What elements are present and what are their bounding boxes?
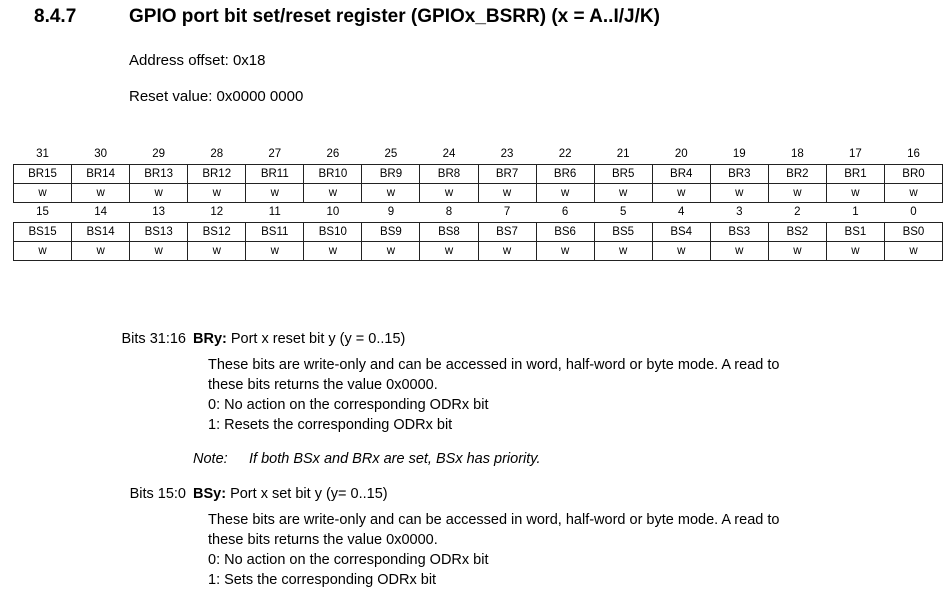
- lower-bit-numbers-cell: 9: [387, 206, 395, 218]
- section-heading: [34, 6, 660, 28]
- upper-bit-numbers-cell: 27: [268, 147, 282, 160]
- lower-field-names-cell: BS15: [14, 222, 72, 241]
- field-bs-summary: Port x set bit y (y= 0..15): [226, 486, 388, 502]
- lower-field-names-cell: BS2: [768, 222, 826, 241]
- lower-bit-numbers-cell: 13: [152, 206, 166, 218]
- section-number: 8.4.7: [34, 6, 77, 27]
- lower-field-names-cell: BS1: [826, 222, 884, 241]
- upper-access-cell: w: [188, 183, 246, 202]
- upper-field-names-cell: BR3: [710, 164, 768, 183]
- upper-bit-numbers-row: [14, 144, 943, 164]
- lower-access-cell: w: [188, 241, 246, 260]
- upper-field-names-cell: BR5: [594, 164, 652, 183]
- lower-bit-numbers-row: [14, 202, 943, 222]
- field-bs-name: BSy:: [193, 486, 227, 502]
- note-text: If both BSx and BRx are set, BSx has priority.: [249, 451, 541, 467]
- upper-field-names-cell: BR0: [884, 164, 942, 183]
- upper-access-cell: w: [130, 183, 188, 202]
- upper-access-cell: w: [884, 183, 942, 202]
- lower-bit-numbers-cell: 15: [36, 206, 49, 218]
- lower-field-names-cell: BS9: [362, 222, 420, 241]
- upper-field-names-row: [14, 164, 943, 183]
- upper-access-cell: w: [710, 183, 768, 202]
- upper-bit-numbers-cell: 29: [152, 147, 166, 160]
- lower-bit-numbers-cell: 7: [503, 206, 511, 218]
- upper-access-cell: w: [72, 183, 130, 202]
- upper-bit-numbers-cell: 18: [790, 147, 804, 160]
- lower-bit-numbers-cell: 10: [326, 206, 340, 218]
- upper-bit-numbers-cell: 22: [558, 147, 572, 160]
- field-bs-description: [208, 510, 779, 590]
- upper-field-names-cell: BR1: [826, 164, 884, 183]
- upper-bit-numbers-cell: 30: [94, 147, 107, 160]
- field-br-desc-line2: these bits returns the value 0x0000.: [208, 377, 438, 393]
- lower-bit-numbers-cell: 3: [736, 206, 743, 218]
- lower-field-names-cell: BS13: [130, 222, 188, 241]
- field-br-value-0: 0: No action on the corresponding ODRx bit: [208, 397, 489, 413]
- upper-field-names-cell: BR14: [72, 164, 130, 183]
- lower-access-cell: w: [710, 241, 768, 260]
- lower-bit-numbers-cell: 11: [268, 206, 281, 218]
- upper-access-cell: w: [420, 183, 478, 202]
- lower-field-names-row: [14, 222, 943, 241]
- upper-bit-numbers-cell: 23: [500, 147, 514, 160]
- lower-access-cell: w: [362, 241, 420, 260]
- field-bs-header: [193, 486, 388, 502]
- lower-bit-numbers-cell: 5: [619, 206, 627, 218]
- register-bit-table: [13, 144, 943, 261]
- upper-field-names-cell: BR4: [652, 164, 710, 183]
- lower-access-cell: w: [14, 241, 72, 260]
- upper-field-names-cell: BR2: [768, 164, 826, 183]
- lower-field-names-cell: BS5: [594, 222, 652, 241]
- upper-access-cell: w: [652, 183, 710, 202]
- upper-bit-numbers-cell: 31: [36, 147, 49, 160]
- field-br-bit-range: Bits 31:16: [121, 331, 186, 347]
- lower-field-names-cell: BS0: [884, 222, 942, 241]
- lower-access-cell: w: [652, 241, 710, 260]
- upper-access-cell: w: [14, 183, 72, 202]
- lower-field-names-cell: BS10: [304, 222, 362, 241]
- lower-bit-numbers-cell: 0: [910, 206, 917, 218]
- upper-field-names-cell: BR9: [362, 164, 420, 183]
- upper-access-cell: w: [304, 183, 362, 202]
- upper-field-names-cell: BR7: [478, 164, 536, 183]
- upper-access-cell: w: [536, 183, 594, 202]
- lower-field-names-cell: BS8: [420, 222, 478, 241]
- upper-bit-numbers-cell: 21: [616, 147, 630, 160]
- upper-field-names-cell: BR13: [130, 164, 188, 183]
- lower-field-names-cell: BS3: [710, 222, 768, 241]
- lower-bit-numbers-cell: 2: [794, 206, 801, 218]
- upper-bit-numbers-cell: 19: [732, 147, 746, 160]
- upper-bit-numbers-cell: 28: [210, 147, 224, 160]
- lower-field-names-cell: BS14: [72, 222, 130, 241]
- field-bs-bit-range: Bits 15:0: [129, 486, 186, 502]
- upper-access-cell: w: [826, 183, 884, 202]
- upper-access-cell: w: [478, 183, 536, 202]
- lower-field-names-cell: BS11: [246, 222, 304, 241]
- upper-bit-numbers-cell: 25: [384, 147, 398, 160]
- field-br-note: [193, 451, 540, 467]
- lower-access-cell: w: [536, 241, 594, 260]
- lower-access-cell: w: [594, 241, 652, 260]
- upper-access-cell: w: [768, 183, 826, 202]
- lower-bit-numbers-cell: 12: [210, 206, 224, 218]
- upper-bit-numbers-cell: 17: [849, 147, 862, 160]
- note-label: Note:: [193, 451, 228, 467]
- lower-bit-numbers-cell: 6: [561, 206, 569, 218]
- upper-field-names-cell: BR11: [246, 164, 304, 183]
- field-bs-desc-line1: These bits are write-only and can be accessed in word, half-word or byte mode. A read to: [208, 512, 780, 528]
- section-title: GPIO port bit set/reset register (GPIOx_BSRR) (x = A..I/J/K): [129, 6, 660, 27]
- lower-field-names-cell: BS7: [478, 222, 536, 241]
- lower-field-names-cell: BS4: [652, 222, 710, 241]
- upper-field-names-cell: BR15: [14, 164, 72, 183]
- upper-field-names-cell: BR8: [420, 164, 478, 183]
- field-bs-value-0: 0: No action on the corresponding ODRx bit: [208, 552, 489, 568]
- field-br-description: [208, 355, 779, 435]
- upper-field-names-cell: BR6: [536, 164, 594, 183]
- lower-bit-numbers-cell: 8: [445, 206, 453, 218]
- upper-access-cell: w: [362, 183, 420, 202]
- upper-bit-numbers-cell: 26: [326, 147, 340, 160]
- field-br-name: BRy:: [193, 331, 227, 347]
- upper-bit-numbers-cell: 20: [674, 147, 688, 160]
- lower-access-cell: w: [130, 241, 188, 260]
- field-br-desc-line1: These bits are write-only and can be accessed in word, half-word or byte mode. A read to: [208, 357, 780, 373]
- upper-bit-numbers-cell: 16: [907, 147, 920, 160]
- field-bs-desc-line2: these bits returns the value 0x0000.: [208, 532, 438, 548]
- reset-value: Reset value: 0x0000 0000: [129, 88, 304, 105]
- lower-field-names-cell: BS12: [188, 222, 246, 241]
- address-offset: Address offset: 0x18: [129, 52, 266, 69]
- upper-access-cell: w: [246, 183, 304, 202]
- lower-bit-numbers-cell: 4: [678, 206, 685, 218]
- lower-access-cell: w: [826, 241, 884, 260]
- lower-access-row: [14, 241, 943, 260]
- lower-bit-numbers-cell: 14: [94, 206, 107, 218]
- lower-field-names-cell: BS6: [536, 222, 594, 241]
- lower-access-cell: w: [420, 241, 478, 260]
- upper-bit-numbers-cell: 24: [442, 147, 456, 160]
- field-br-header: [193, 331, 405, 347]
- lower-access-cell: w: [884, 241, 942, 260]
- field-bs-value-1: 1: Sets the corresponding ODRx bit: [208, 572, 437, 588]
- upper-access-row: [14, 183, 943, 202]
- lower-access-cell: w: [768, 241, 826, 260]
- lower-bit-numbers-cell: 1: [852, 206, 859, 218]
- upper-access-cell: w: [594, 183, 652, 202]
- upper-field-names-cell: BR10: [304, 164, 362, 183]
- field-br-summary: Port x reset bit y (y = 0..15): [226, 331, 406, 347]
- lower-access-cell: w: [72, 241, 130, 260]
- field-br-value-1: 1: Resets the corresponding ODRx bit: [208, 417, 453, 433]
- upper-field-names-cell: BR12: [188, 164, 246, 183]
- lower-access-cell: w: [304, 241, 362, 260]
- lower-access-cell: w: [246, 241, 304, 260]
- lower-access-cell: w: [478, 241, 536, 260]
